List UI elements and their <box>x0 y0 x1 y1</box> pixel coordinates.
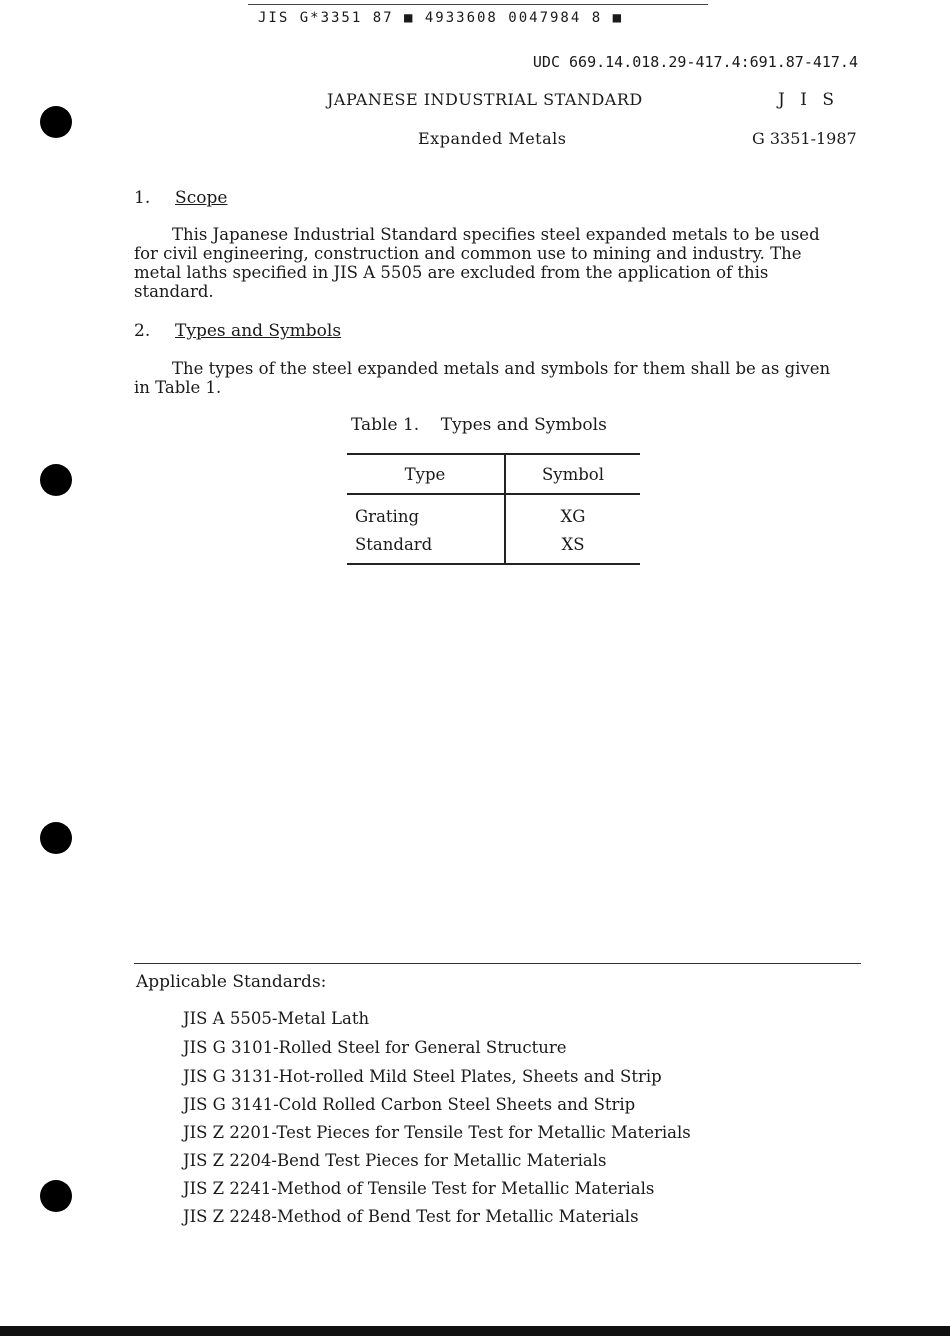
punch-hole-4 <box>40 1180 72 1212</box>
header-type: Type <box>347 454 505 494</box>
cell-symbol: XG <box>560 506 586 526</box>
section-1-body: This Japanese Industrial Standard specifies steel expanded metals to be used for civil engineering, construction and common use to mining and industry. The metal laths specified in JIS A 5505 are excluded from the application of this standard. <box>134 225 820 301</box>
document-title: Expanded Metals <box>418 129 567 148</box>
punch-hole-2 <box>40 464 72 496</box>
table-row <box>347 494 640 530</box>
jis-mark: J I S <box>778 90 839 110</box>
scan-edge <box>0 1326 950 1336</box>
list-item: JIS A 5505-Metal Lath <box>183 1009 370 1028</box>
section-1-title: Scope <box>175 188 228 208</box>
table-row <box>347 530 640 564</box>
list-item: JIS Z 2201-Test Pieces for Tensile Test for Metallic Materials <box>183 1123 691 1142</box>
punch-hole-3 <box>40 822 72 854</box>
applicable-standards-heading: Applicable Standards: <box>136 972 327 992</box>
cell-type: Grating <box>347 494 505 530</box>
list-item: JIS Z 2248-Method of Bend Test for Metallic Materials <box>183 1207 639 1226</box>
scan-header-code: JIS G*3351 87 ■ 4933608 0047984 8 ■ <box>258 10 624 26</box>
section-1-number: 1. <box>134 188 151 208</box>
list-item: JIS Z 2204-Bend Test Pieces for Metallic Materials <box>183 1151 607 1170</box>
section-2-heading <box>134 321 341 341</box>
types-symbols-table <box>347 453 640 565</box>
section-2-number: 2. <box>134 321 151 341</box>
header-symbol: Symbol <box>505 454 640 494</box>
section-2-body: The types of the steel expanded metals and symbols for them shall be as given in Table 1. <box>134 359 831 397</box>
cell-symbol: XS <box>505 530 640 564</box>
section-1-heading <box>134 188 227 208</box>
table-1-caption: Table 1. Types and Symbols <box>351 415 607 435</box>
udc-number: UDC 669.14.018.29-417.4:691.87-417.4 <box>532 53 858 71</box>
footnote-rule <box>134 963 861 964</box>
section-2-title: Types and Symbols <box>175 321 342 341</box>
list-item: JIS Z 2241-Method of Tensile Test for Metallic Materials <box>183 1179 655 1198</box>
standard-label: JAPANESE INDUSTRIAL STANDARD <box>327 90 643 109</box>
punch-hole-1 <box>40 106 72 138</box>
list-item: JIS G 3131-Hot-rolled Mild Steel Plates, Sheets and Strip <box>183 1067 662 1086</box>
header-rule <box>248 4 708 5</box>
standard-number: G 3351-1987 <box>752 129 857 148</box>
table-header-row <box>347 454 640 494</box>
list-item: JIS G 3101-Rolled Steel for General Structure <box>183 1038 567 1057</box>
list-item: JIS G 3141-Cold Rolled Carbon Steel Sheets and Strip <box>183 1095 636 1114</box>
cell-type: Standard <box>347 530 505 564</box>
